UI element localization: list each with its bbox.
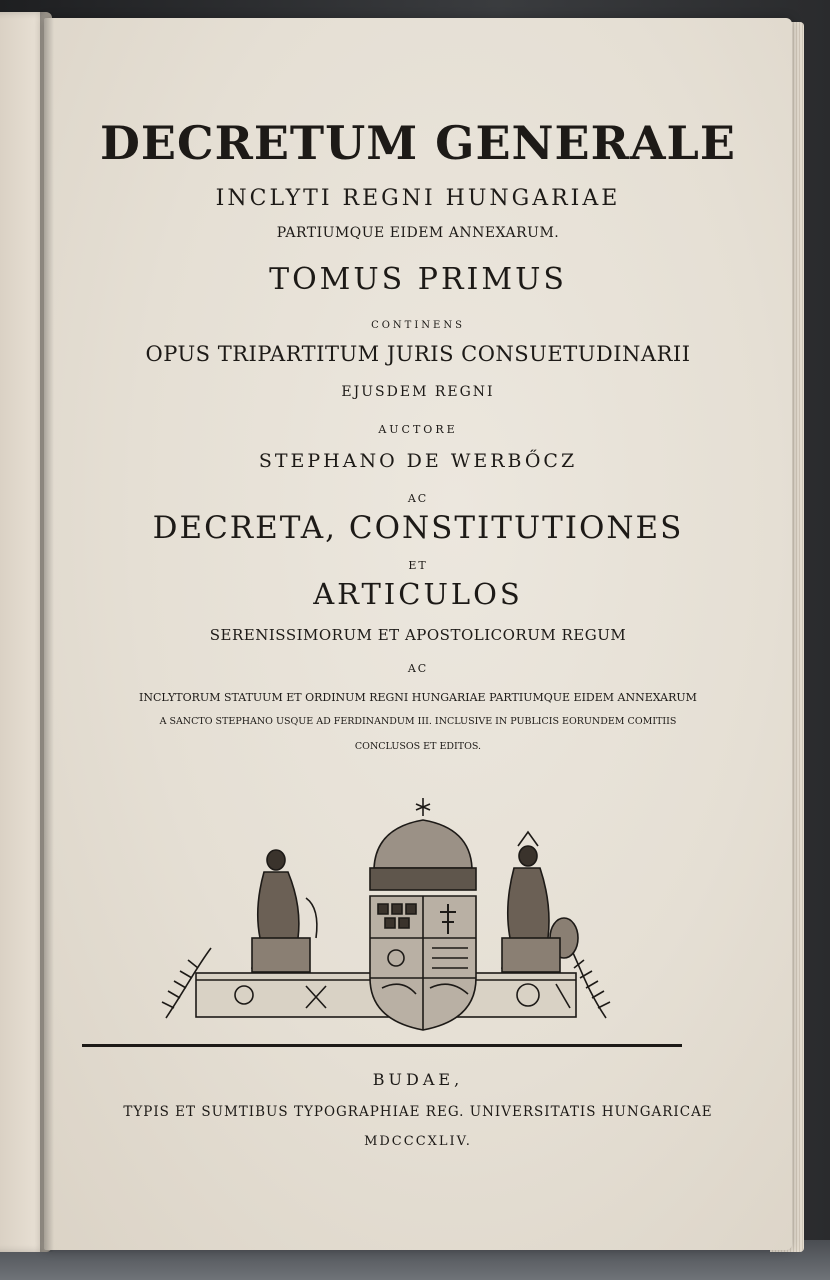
subtitle-parts: PARTIUMQUE EIDEM ANNEXARUM. <box>276 225 560 241</box>
word-continens: CONTINENS <box>371 320 465 331</box>
concluded-line: CONCLUSOS ET EDITOS. <box>354 741 482 752</box>
estates-line: INCLYTORUM STATUUM ET ORDINUM REGNI HUNGARIAE PARTIUMQUE EIDEM ANNEXARUM <box>139 691 697 704</box>
spine-shadow <box>40 12 54 1252</box>
word-et: ET <box>408 559 428 572</box>
range-line: A SANCTO STEPHANO USQUE AD FERDINANDUM III. INCLUSIVE IN PUBLICIS EORUNDEM COMITIIS <box>159 716 677 727</box>
articles-title: ARTICULOS <box>313 577 523 611</box>
main-title: DECRETUM GENERALE <box>100 116 736 170</box>
work-subtitle: EJUSDEM REGNI <box>341 384 495 400</box>
horizontal-rule <box>82 1044 682 1047</box>
subtitle-kingdom: INCLYTI REGNI HUNGARIAE <box>215 186 621 211</box>
word-auctore: AUCTORE <box>378 423 458 436</box>
imprint-place: BUDAE, <box>372 1070 464 1089</box>
work-title: OPUS TRIPARTITUM JURIS CONSUETUDINARII <box>145 342 691 366</box>
section-title: DECRETA, CONSTITUTIONES <box>152 510 684 546</box>
volume-title: TOMUS PRIMUS <box>269 262 567 297</box>
title-page <box>44 18 792 1250</box>
author-name: STEPHANO DE WERBŐCZ <box>258 450 578 472</box>
imprint-printer: TYPIS ET SUMTIBUS TYPOGRAPHIAE REG. UNIVERSITATIS HUNGARICAE <box>123 1104 713 1120</box>
kings-line: SERENISSIMORUM ET APOSTOLICORUM REGUM <box>209 626 627 644</box>
hungarian-coat-of-arms-engraving-icon <box>156 788 616 1038</box>
word-ac-second: AC <box>407 662 429 675</box>
imprint-year: MDCCCXLIV. <box>364 1134 472 1149</box>
word-ac-first: AC <box>407 492 429 505</box>
